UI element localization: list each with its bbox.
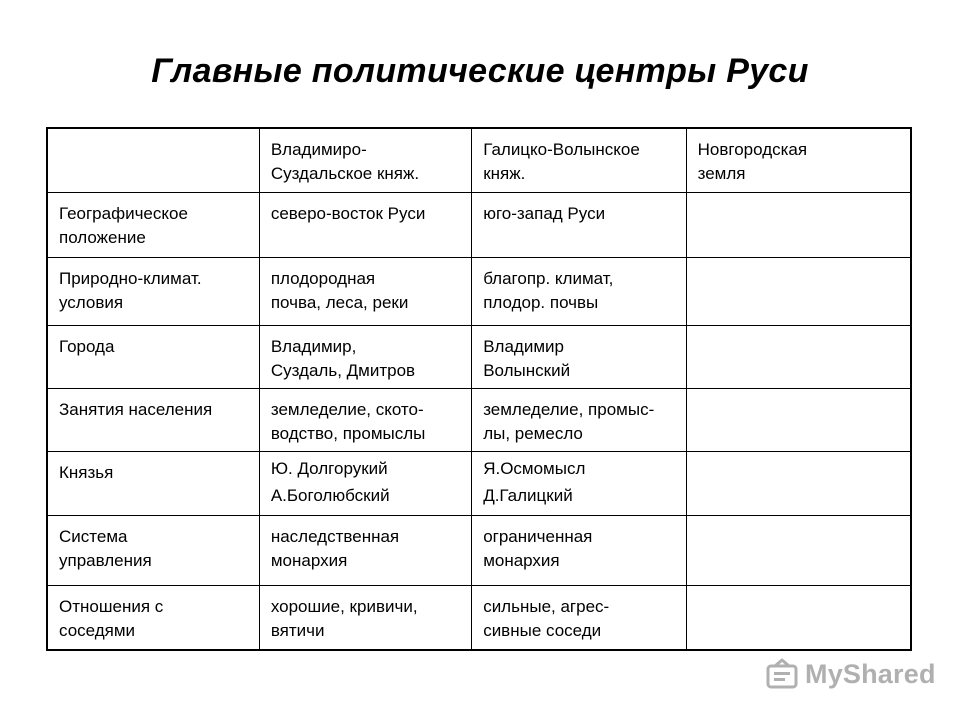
header-corner-cell: [47, 128, 259, 193]
myshared-watermark: [765, 656, 936, 692]
vladimir-suzdal-cell: земледелие, ското- водство, промыслы: [259, 389, 471, 452]
table-row-cities: [47, 326, 911, 389]
table-row-government-system: [47, 516, 911, 586]
row-label-cell: Князья: [47, 452, 259, 516]
myshared-logo-icon: [765, 657, 799, 691]
row-label-cell: Отношения с соседями: [47, 586, 259, 651]
novgorod-cell: [686, 586, 911, 651]
header-vladimir-suzdal: Владимиро- Суздальское княж.: [259, 128, 471, 193]
table-row-geographic-position: [47, 193, 911, 258]
novgorod-cell: [686, 516, 911, 586]
galicia-volhynia-cell: сильные, агрес- сивные соседи: [472, 586, 686, 651]
vladimir-suzdal-cell: Владимир, Суздаль, Дмитров: [259, 326, 471, 389]
novgorod-cell: [686, 258, 911, 326]
vladimir-suzdal-cell: Ю. Долгорукий А.Боголюбский: [259, 452, 471, 516]
galicia-volhynia-cell: юго-запад Руси: [472, 193, 686, 258]
vladimir-suzdal-cell: плодородная почва, леса, реки: [259, 258, 471, 326]
row-label-cell: Природно-климат. условия: [47, 258, 259, 326]
galicia-volhynia-cell: Владимир Волынский: [472, 326, 686, 389]
table-row-princes: [47, 452, 911, 516]
table-row-occupations: [47, 389, 911, 452]
row-label-cell: Занятия населения: [47, 389, 259, 452]
vladimir-suzdal-cell: хорошие, кривичи, вятичи: [259, 586, 471, 651]
novgorod-cell: [686, 452, 911, 516]
novgorod-cell: [686, 389, 911, 452]
galicia-volhynia-cell: земледелие, промыс- лы, ремесло: [472, 389, 686, 452]
galicia-volhynia-cell: Я.Осмомысл Д.Галицкий: [472, 452, 686, 516]
table-row-natural-conditions: [47, 258, 911, 326]
vladimir-suzdal-cell: северо-восток Руси: [259, 193, 471, 258]
row-label-cell: Географическое положение: [47, 193, 259, 258]
novgorod-cell: [686, 193, 911, 258]
galicia-volhynia-cell: ограниченная монархия: [472, 516, 686, 586]
galicia-volhynia-cell: благопр. климат, плодор. почвы: [472, 258, 686, 326]
row-label-cell: Система управления: [47, 516, 259, 586]
vladimir-suzdal-cell: наследственная монархия: [259, 516, 471, 586]
header-novgorod: Новгородская земля: [686, 128, 911, 193]
header-galicia-volhynia: Галицко-Волынское княж.: [472, 128, 686, 193]
row-label-cell: Города: [47, 326, 259, 389]
table-row-relations-with-neighbors: [47, 586, 911, 651]
watermark-text: MyShared: [805, 658, 936, 689]
novgorod-cell: [686, 326, 911, 389]
page-title: Главные политические центры Руси: [151, 52, 809, 90]
political-centers-table: [46, 127, 912, 651]
table-header-row: [47, 128, 911, 193]
